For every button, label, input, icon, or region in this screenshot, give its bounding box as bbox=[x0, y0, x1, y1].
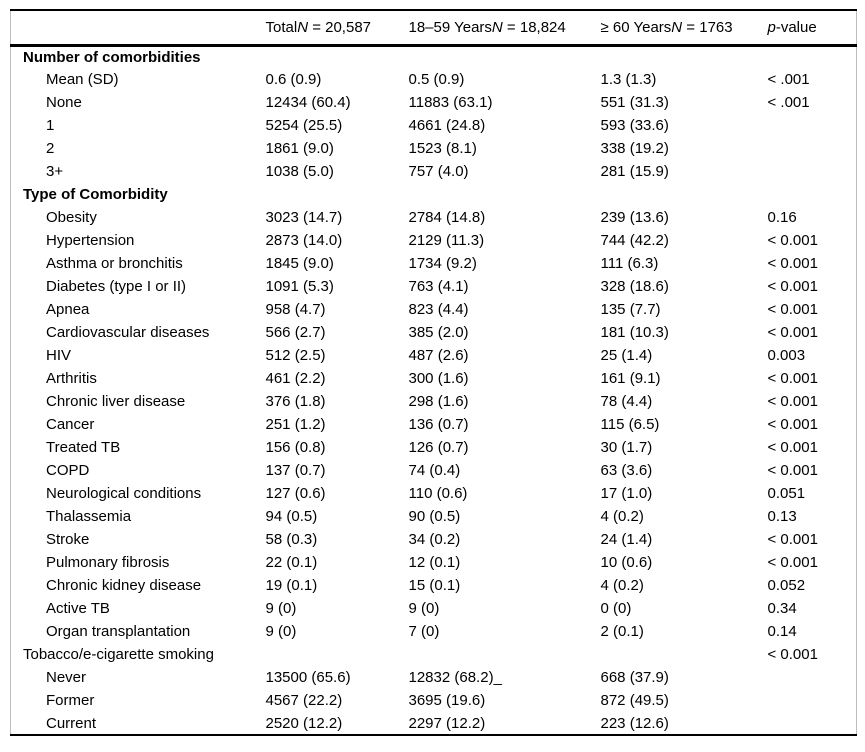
p-value-cell: < 0.001 bbox=[767, 554, 818, 571]
age-60-plus-cell: 338 (19.2) bbox=[600, 140, 669, 157]
age-60-plus-cell: 4 (0.2) bbox=[600, 577, 644, 594]
column-header-age-60-plus bbox=[601, 10, 768, 45]
table-row bbox=[11, 597, 857, 620]
table-body bbox=[11, 45, 857, 735]
table-row bbox=[11, 689, 857, 712]
total-cell: 251 (1.2) bbox=[265, 416, 326, 433]
table-row bbox=[11, 666, 857, 689]
age-60-plus-cell: 181 (10.3) bbox=[600, 324, 669, 341]
age-18-59-cell: 2129 (11.3) bbox=[408, 232, 485, 249]
row-label: Asthma or bronchitis bbox=[46, 255, 183, 272]
header-row bbox=[11, 10, 857, 45]
total-cell: 461 (2.2) bbox=[265, 370, 326, 387]
column-header-age-60-plus-text: ≥ 60 Years bbox=[600, 18, 672, 36]
row-label: Stroke bbox=[46, 531, 90, 548]
total-cell: 566 (2.7) bbox=[265, 324, 326, 341]
total-cell: 3023 (14.7) bbox=[265, 209, 343, 226]
age-18-59-cell: 1734 (9.2) bbox=[408, 255, 477, 272]
age-18-59-cell: 12 (0.1) bbox=[408, 554, 461, 571]
age-18-59-cell: 2784 (14.8) bbox=[408, 209, 486, 226]
p-value-cell: < 0.001 bbox=[767, 324, 818, 341]
age-60-plus-cell: 115 (6.5) bbox=[600, 416, 660, 433]
row-label: HIV bbox=[46, 347, 72, 364]
total-cell bbox=[266, 45, 409, 68]
p-value-cell: < .001 bbox=[767, 94, 810, 111]
age-60-plus-cell: 744 (42.2) bbox=[600, 232, 669, 249]
age-60-plus-cell: 551 (31.3) bbox=[600, 94, 669, 111]
table-row bbox=[11, 229, 857, 252]
total-cell: 9 (0) bbox=[265, 623, 297, 640]
table-row bbox=[11, 712, 857, 735]
total-cell: 137 (0.7) bbox=[265, 462, 326, 479]
row-label: Current bbox=[46, 714, 97, 732]
age-60-plus-cell: 668 (37.9) bbox=[600, 669, 669, 686]
total-cell: 127 (0.6) bbox=[265, 485, 326, 502]
age-60-plus-cell: 328 (18.6) bbox=[600, 278, 669, 295]
total-cell: 4567 (22.2) bbox=[265, 692, 343, 709]
p-value-cell: < 0.001 bbox=[767, 531, 818, 548]
column-header-total-text: Total bbox=[265, 18, 298, 36]
table-row bbox=[11, 114, 857, 137]
row-label: None bbox=[46, 94, 82, 111]
row-label: Cardiovascular diseases bbox=[46, 324, 210, 341]
table-row bbox=[11, 482, 857, 505]
total-cell: 1038 (5.0) bbox=[265, 163, 334, 180]
row-label: Treated TB bbox=[46, 439, 121, 456]
age-18-59-cell: 0.5 (0.9) bbox=[408, 71, 465, 88]
table-header bbox=[11, 10, 857, 45]
age-18-59-cell: 110 (0.6) bbox=[408, 485, 468, 502]
total-cell: 12434 (60.4) bbox=[265, 94, 351, 111]
age-60-plus-cell: 593 (33.6) bbox=[600, 117, 669, 134]
age-60-plus-cell: 63 (3.6) bbox=[600, 462, 653, 479]
age-60-plus-cell: 223 (12.6) bbox=[600, 714, 669, 732]
p-value-cell bbox=[768, 114, 857, 137]
row-label: Tobacco/e-cigarette smoking bbox=[23, 646, 214, 663]
p-value-cell: 0.003 bbox=[767, 347, 806, 364]
age-18-59-cell: 2297 (12.2) bbox=[408, 714, 486, 732]
total-cell: 9 (0) bbox=[265, 600, 297, 617]
row-label: Chronic kidney disease bbox=[46, 577, 202, 594]
row-label: Diabetes (type I or II) bbox=[46, 278, 187, 295]
table-row bbox=[11, 436, 857, 459]
age-18-59-cell: 823 (4.4) bbox=[408, 301, 469, 318]
row-label: 3+ bbox=[46, 163, 64, 180]
table-row bbox=[11, 298, 857, 321]
column-header-age-60-plus-n-value: = 1763 bbox=[682, 18, 733, 36]
table-row bbox=[11, 206, 857, 229]
column-header-p-value bbox=[768, 10, 857, 45]
age-18-59-cell: 9 (0) bbox=[408, 600, 440, 617]
row-label: Active TB bbox=[46, 600, 110, 617]
row-label: 1 bbox=[46, 117, 55, 134]
column-header-age-18-59 bbox=[409, 10, 601, 45]
total-cell: 22 (0.1) bbox=[265, 554, 318, 571]
age-60-plus-cell: 135 (7.7) bbox=[600, 301, 661, 318]
total-cell: 1845 (9.0) bbox=[265, 255, 334, 272]
table-row bbox=[11, 413, 857, 436]
table-row bbox=[11, 91, 857, 114]
p-symbol: p bbox=[767, 18, 776, 36]
p-value-cell bbox=[768, 666, 857, 689]
table-row bbox=[11, 137, 857, 160]
age-60-plus-cell: 2 (0.1) bbox=[600, 623, 644, 640]
column-header-age-18-59-n-value: = 18,824 bbox=[502, 18, 566, 36]
total-cell: 156 (0.8) bbox=[265, 439, 326, 456]
row-label: Chronic liver disease bbox=[46, 393, 186, 410]
age-60-plus-cell: 10 (0.6) bbox=[600, 554, 653, 571]
total-cell bbox=[266, 183, 409, 206]
row-label: Apnea bbox=[46, 301, 90, 318]
age-18-59-cell: 298 (1.6) bbox=[408, 393, 469, 410]
p-value-cell: < 0.001 bbox=[767, 646, 818, 663]
p-value-cell: 0.34 bbox=[767, 600, 797, 617]
table-row bbox=[11, 45, 857, 68]
p-value-cell: < 0.001 bbox=[767, 416, 818, 433]
p-value-cell: 0.14 bbox=[767, 623, 797, 640]
p-value-cell bbox=[768, 137, 857, 160]
age-18-59-cell: 757 (4.0) bbox=[408, 163, 469, 180]
column-header-label bbox=[11, 10, 266, 45]
table-row bbox=[11, 367, 857, 390]
age-18-59-cell: 3695 (19.6) bbox=[408, 692, 486, 709]
row-label: Neurological conditions bbox=[46, 485, 202, 502]
age-60-plus-cell: 24 (1.4) bbox=[600, 531, 653, 548]
row-label: COPD bbox=[46, 462, 90, 479]
age-60-plus-cell: 872 (49.5) bbox=[600, 692, 669, 709]
total-cell: 958 (4.7) bbox=[265, 301, 326, 318]
total-cell: 1091 (5.3) bbox=[265, 278, 334, 295]
p-value-cell: < 0.001 bbox=[767, 393, 818, 410]
age-18-59-cell: 126 (0.7) bbox=[408, 439, 469, 456]
table-row bbox=[11, 344, 857, 367]
age-18-59-cell: 34 (0.2) bbox=[408, 531, 461, 548]
total-cell: 94 (0.5) bbox=[265, 508, 318, 525]
total-cell: 376 (1.8) bbox=[265, 393, 326, 410]
age-18-59-cell: 90 (0.5) bbox=[408, 508, 461, 525]
age-18-59-cell bbox=[409, 183, 601, 206]
age-18-59-cell: 763 (4.1) bbox=[408, 278, 469, 295]
p-value-cell: < .001 bbox=[767, 71, 810, 88]
row-label: Hypertension bbox=[46, 232, 135, 249]
age-60-plus-cell: 0 (0) bbox=[600, 600, 632, 617]
table-row bbox=[11, 528, 857, 551]
table-row bbox=[11, 390, 857, 413]
table-row bbox=[11, 183, 857, 206]
p-value-cell: 0.13 bbox=[767, 508, 797, 525]
age-60-plus-cell bbox=[601, 183, 768, 206]
age-18-59-cell: 300 (1.6) bbox=[408, 370, 469, 387]
column-header-p-value-text: -value bbox=[775, 18, 817, 36]
table-row bbox=[11, 160, 857, 183]
n-symbol: N bbox=[671, 18, 683, 36]
table-row bbox=[11, 505, 857, 528]
row-label: Organ transplantation bbox=[46, 623, 191, 640]
total-cell: 512 (2.5) bbox=[265, 347, 326, 364]
row-label: 2 bbox=[46, 140, 55, 157]
p-value-cell: 0.052 bbox=[767, 577, 806, 594]
p-value-cell: < 0.001 bbox=[767, 278, 818, 295]
p-value-cell: < 0.001 bbox=[767, 462, 818, 479]
age-60-plus-cell bbox=[601, 643, 768, 666]
age-18-59-cell: 7 (0) bbox=[408, 623, 440, 640]
p-value-cell: 0.051 bbox=[767, 485, 806, 502]
total-cell: 19 (0.1) bbox=[265, 577, 318, 594]
p-value-cell: < 0.001 bbox=[767, 232, 818, 249]
n-symbol: N bbox=[491, 18, 503, 36]
row-label: Never bbox=[46, 669, 87, 686]
total-cell: 58 (0.3) bbox=[265, 531, 318, 548]
table-container bbox=[10, 9, 856, 736]
column-header-total-n-value: = 20,587 bbox=[308, 18, 372, 36]
age-18-59-cell: 11883 (63.1) bbox=[408, 94, 493, 111]
total-cell: 1861 (9.0) bbox=[265, 140, 334, 157]
p-value-cell bbox=[768, 689, 857, 712]
age-18-59-cell: 15 (0.1) bbox=[408, 577, 461, 594]
table-row bbox=[11, 620, 857, 643]
total-cell: 2873 (14.0) bbox=[265, 232, 343, 249]
p-value-cell: < 0.001 bbox=[767, 439, 818, 456]
age-18-59-cell: 385 (2.0) bbox=[408, 324, 469, 341]
age-60-plus-cell: 111 (6.3) bbox=[600, 255, 659, 272]
p-value-cell bbox=[768, 183, 857, 206]
p-value-cell: < 0.001 bbox=[767, 301, 818, 318]
age-18-59-cell bbox=[409, 643, 601, 666]
total-cell bbox=[266, 643, 409, 666]
age-18-59-cell: 12832 (68.2)_ bbox=[408, 669, 502, 686]
row-label: Former bbox=[46, 692, 95, 709]
age-18-59-cell: 4661 (24.8) bbox=[408, 117, 486, 134]
age-60-plus-cell: 25 (1.4) bbox=[600, 347, 653, 364]
comorbidities-table bbox=[10, 9, 857, 736]
table-row bbox=[11, 643, 857, 666]
table-row bbox=[11, 574, 857, 597]
age-18-59-cell: 136 (0.7) bbox=[408, 416, 469, 433]
column-header-age-18-59-text: 18–59 Years bbox=[408, 18, 492, 36]
age-18-59-cell: 1523 (8.1) bbox=[408, 140, 477, 157]
row-label: Thalassemia bbox=[46, 508, 132, 525]
p-value-cell bbox=[768, 160, 857, 183]
p-value-cell bbox=[768, 712, 857, 735]
p-value-cell: < 0.001 bbox=[767, 370, 818, 387]
table-row bbox=[11, 252, 857, 275]
age-18-59-cell: 487 (2.6) bbox=[408, 347, 469, 364]
table-row bbox=[11, 68, 857, 91]
age-18-59-cell bbox=[409, 45, 601, 68]
column-header-total bbox=[266, 10, 409, 45]
age-60-plus-cell: 281 (15.9) bbox=[600, 163, 669, 180]
total-cell: 2520 (12.2) bbox=[265, 714, 343, 732]
total-cell: 0.6 (0.9) bbox=[265, 71, 322, 88]
total-cell: 13500 (65.6) bbox=[265, 669, 351, 686]
age-60-plus-cell bbox=[601, 45, 768, 68]
age-60-plus-cell: 4 (0.2) bbox=[600, 508, 644, 525]
table-row bbox=[11, 551, 857, 574]
p-value-cell bbox=[768, 45, 857, 68]
table-row bbox=[11, 275, 857, 298]
row-label: Number of comorbidities bbox=[23, 48, 201, 66]
age-60-plus-cell: 161 (9.1) bbox=[600, 370, 661, 387]
row-label: Type of Comorbidity bbox=[23, 186, 168, 203]
p-value-cell: 0.16 bbox=[767, 209, 797, 226]
age-60-plus-cell: 78 (4.4) bbox=[600, 393, 653, 410]
total-cell: 5254 (25.5) bbox=[265, 117, 343, 134]
row-label: Pulmonary fibrosis bbox=[46, 554, 170, 571]
table-row bbox=[11, 321, 857, 344]
age-60-plus-cell: 239 (13.6) bbox=[600, 209, 669, 226]
row-label: Arthritis bbox=[46, 370, 97, 387]
n-symbol: N bbox=[297, 18, 309, 36]
row-label: Obesity bbox=[46, 209, 97, 226]
table-row bbox=[11, 459, 857, 482]
age-60-plus-cell: 30 (1.7) bbox=[600, 439, 653, 456]
age-60-plus-cell: 1.3 (1.3) bbox=[600, 71, 657, 88]
row-label: Mean (SD) bbox=[46, 71, 119, 88]
age-60-plus-cell: 17 (1.0) bbox=[600, 485, 653, 502]
age-18-59-cell: 74 (0.4) bbox=[408, 462, 461, 479]
row-label: Cancer bbox=[46, 416, 95, 433]
p-value-cell: < 0.001 bbox=[767, 255, 818, 272]
